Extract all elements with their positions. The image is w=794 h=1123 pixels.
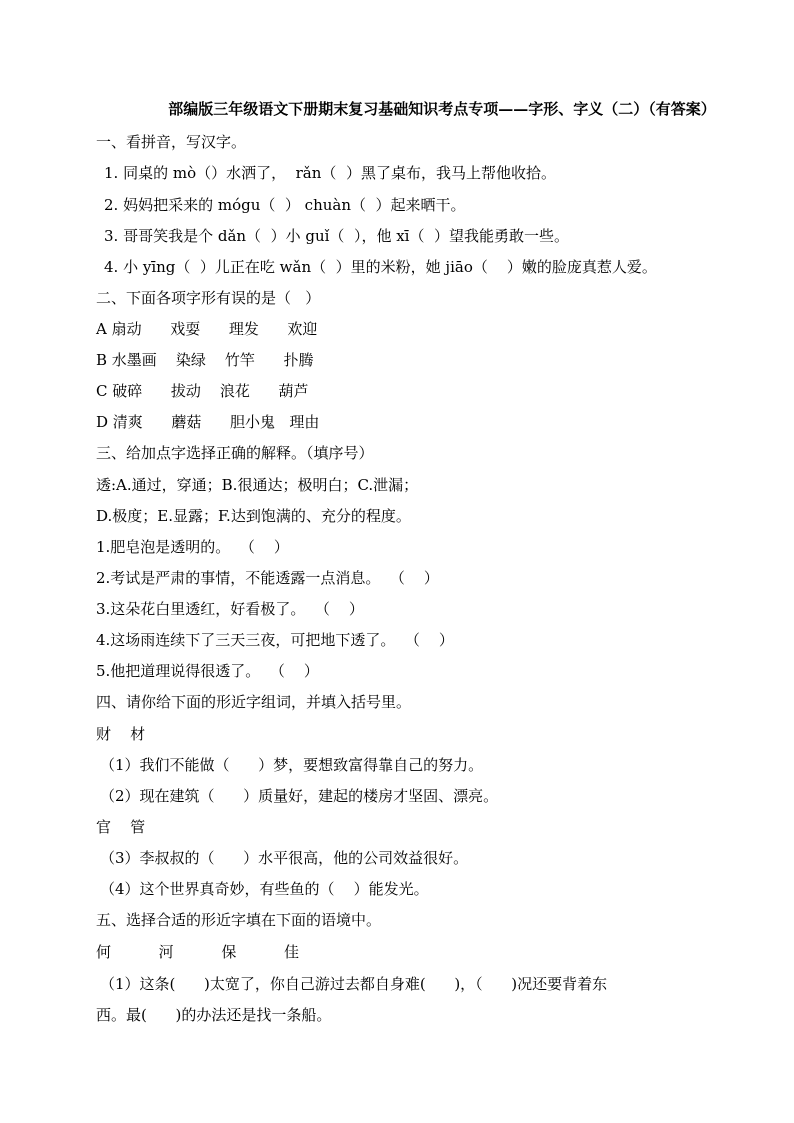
s4-pair-2: 官 管 xyxy=(96,818,146,836)
section-3-heading: 三、给加点字选择正确的解释。（填序号） xyxy=(96,444,374,462)
s2-option-b: B 水墨画 染绿 竹竿 扑腾 xyxy=(96,351,314,369)
s3-definition-1: 透:A.通过，穿通；B.很通达；极明白；C.泄漏； xyxy=(96,476,419,494)
section-4-heading: 四、请你给下面的形近字组词，并填入括号里。 xyxy=(96,693,412,711)
s3-item-5: 5.他把道理说得很透了。 （ ） xyxy=(96,662,319,680)
s1-item-3: 3. 哥哥笑我是个 dǎn（ ）小 guǐ（ ），他 xī（ ）望我能勇敢一些。 xyxy=(104,227,570,245)
s5-item-1-line-1: （1）这条( )太宽了，你自己游过去都自身难( )，（ )况还要背着东 xyxy=(100,975,608,993)
s4-pair-1: 财 材 xyxy=(96,725,146,743)
section-1-heading: 一、看拼音，写汉字。 xyxy=(96,133,247,151)
s3-definition-2: D.极度；E.显露；F.达到饱满的、充分的程度。 xyxy=(96,507,411,525)
s2-option-c: C 破碎 拔动 浪花 葫芦 xyxy=(96,382,309,400)
s4-item-2: （2）现在建筑（ ）质量好，建起的楼房才坚固、漂亮。 xyxy=(100,787,499,805)
s1-item-1: 1. 同桌的 mò（）水洒了， rǎn（ ）黑了桌布，我马上帮他收拾。 xyxy=(104,164,556,182)
s4-item-3: （3）李叔叔的（ ）水平很高，他的公司效益很好。 xyxy=(100,849,469,867)
s3-item-1: 1.肥皂泡是透明的。 （ ） xyxy=(96,538,289,556)
page-title: 部编版三年级语文下册期末复习基础知识考点专项——字形、字义（二）（有答案） xyxy=(168,100,716,118)
s2-option-d: D 清爽 蘑菇 胆小鬼 理由 xyxy=(96,413,320,431)
s5-item-1-line-2: 西。最( )的办法还是找一条船。 xyxy=(96,1006,332,1024)
s1-item-4: 4. 小 yīng（ ）儿正在吃 wǎn（ ）里的米粉，她 jiāo（ ）嫩的脸庞真惹人爱。 xyxy=(104,258,657,276)
s2-option-a: A 扇动 戏耍 理发 欢迎 xyxy=(96,320,318,338)
section-2-heading: 二、下面各项字形有误的是（ ） xyxy=(96,289,321,307)
s4-item-1: （1）我们不能做（ ）梦，要想致富得靠自己的努力。 xyxy=(100,756,484,774)
s3-item-4: 4.这场雨连续下了三天三夜，可把地下透了。 （ ） xyxy=(96,631,454,649)
section-5-heading: 五、选择合适的形近字填在下面的语境中。 xyxy=(96,911,382,929)
s1-item-2: 2. 妈妈把采来的 mógu（ ） chuàn（ ）起来晒干。 xyxy=(104,196,466,214)
s3-item-2: 2.考试是严肃的事情，不能透露一点消息。 （ ） xyxy=(96,569,439,587)
s4-item-4: （4）这个世界真奇妙，有些鱼的（ ）能发光。 xyxy=(100,880,429,898)
s3-item-3: 3.这朵花白里透红，好看极了。 （ ） xyxy=(96,600,364,618)
s5-chars: 何 河 保 佳 xyxy=(96,943,300,961)
